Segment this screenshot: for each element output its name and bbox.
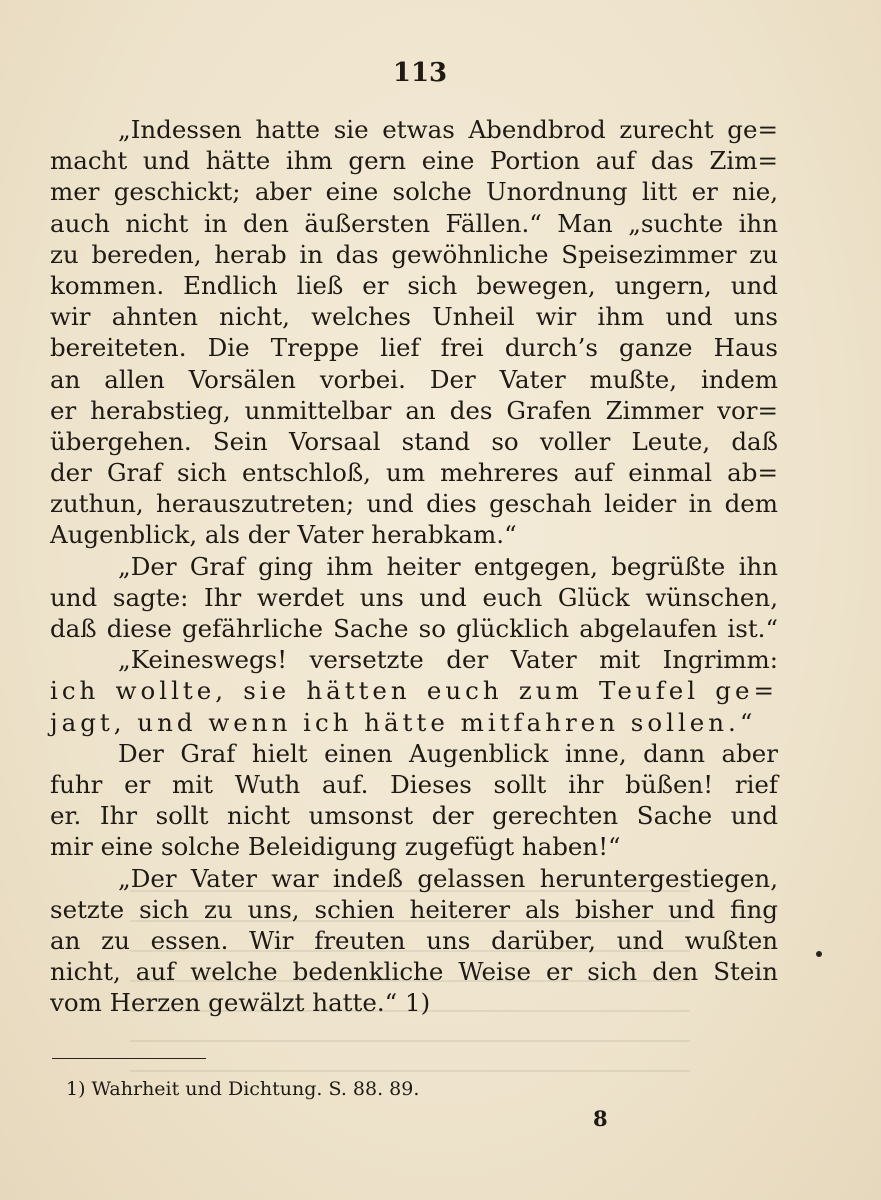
text-line: daß diese gefährliche Sache so glücklich abgelaufen ist.“: [50, 614, 778, 643]
text-line: zuthun, herauszutreten; und dies geschah leider in dem: [50, 489, 778, 519]
text-line: zu bereden, herab in das gewöhnliche Speisezimmer zu: [50, 239, 778, 269]
text-line: jagt, und wenn ich hätte mitfahren sollen.“: [50, 707, 757, 737]
page-number: 113: [392, 58, 448, 88]
signature-mark: 8: [593, 1106, 608, 1131]
text-line: vom Herzen gewälzt hatte.“ 1): [50, 988, 431, 1018]
text-line: bereiteten. Die Treppe lief frei durch’s ganze Haus: [50, 333, 778, 363]
text-line: er. Ihr sollt nicht umsonst der gerechten Sache und: [50, 801, 778, 831]
text-line: der Graf sich entschloß, um mehreres auf einmal ab=: [50, 458, 778, 488]
text-line: wir ahnten nicht, welches Unheil wir ihm und uns: [50, 302, 778, 332]
margin-mark: [816, 951, 822, 957]
footnote: 1) Wahrheit und Dichtung. S. 88. 89.: [66, 1078, 420, 1100]
text-line: auch nicht in den äußersten Fällen.“ Man „suchte ihn: [50, 208, 778, 238]
body-text: [50, 114, 778, 1018]
text-line: Der Graf hielt einen Augenblick inne, dann aber: [118, 738, 778, 768]
text-line: macht und hätte ihm gern eine Portion auf das Zim=: [50, 146, 778, 176]
text-line: Augenblick, als der Vater herabkam.“: [50, 520, 517, 550]
text-line: an zu essen. Wir freuten uns darüber, und wußten: [50, 925, 778, 955]
footnote-divider: [52, 1058, 206, 1059]
text-line: „Indessen hatte sie etwas Abendbrod zurecht ge=: [118, 115, 778, 144]
text-line: er herabstieg, unmittelbar an des Grafen Zimmer vor=: [50, 395, 778, 425]
text-line: an allen Vorsälen vorbei. Der Vater mußte, indem: [50, 364, 778, 394]
text-line: „Keineswegs! versetzte der Vater mit Ingrimm:: [118, 645, 778, 675]
text-line: kommen. Endlich ließ er sich bewegen, ungern, und: [50, 270, 778, 300]
text-line: nicht, auf welche bedenkliche Weise er sich den Stein: [50, 957, 778, 987]
text-line: übergehen. Sein Vorsaal stand so voller Leute, daß: [50, 426, 778, 456]
text-line: ich wollte, sie hätten euch zum Teufel ge=: [50, 676, 778, 706]
text-line: fuhr er mit Wuth auf. Dieses sollt ihr büßen! rief: [50, 769, 778, 799]
text-line: „Der Vater war indeß gelassen heruntergestiegen,: [118, 863, 778, 893]
text-line: mir eine solche Beleidigung zugefügt haben!“: [50, 832, 621, 862]
text-line: „Der Graf ging ihm heiter entgegen, begrüßte ihn: [118, 551, 778, 581]
text-line: setzte sich zu uns, schien heiterer als bisher und fing: [50, 894, 778, 924]
text-line: mer geschickt; aber eine solche Unordnung litt er nie,: [50, 177, 778, 207]
text-line: und sagte: Ihr werdet uns und euch Glück wünschen,: [50, 582, 778, 612]
